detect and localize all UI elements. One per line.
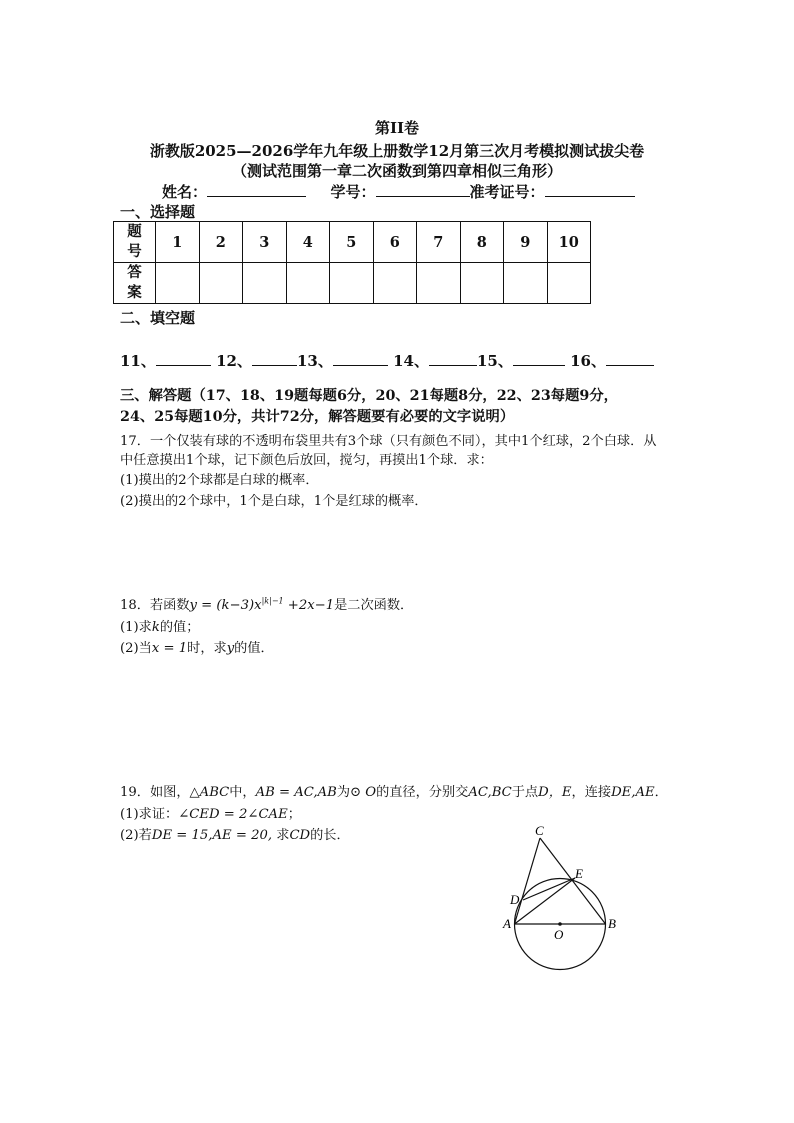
table-row — [114, 263, 591, 304]
question-number: 5 — [330, 222, 374, 263]
q19-part1: (1)求证：∠CED = 2∠CAE； — [120, 807, 301, 822]
geometry-figure — [500, 820, 630, 975]
q18-function: y = (k−3)x — [189, 598, 262, 613]
blank-field[interactable] — [252, 365, 297, 366]
answer-cell[interactable] — [243, 263, 287, 304]
point-label-b: B — [608, 916, 616, 931]
blank-label: 14、 — [393, 352, 429, 370]
blank-field[interactable] — [606, 365, 654, 366]
blank-label: 16、 — [570, 352, 606, 370]
segment-ae — [515, 878, 576, 924]
answer-cell[interactable] — [460, 263, 504, 304]
answer-table — [113, 221, 591, 304]
q18-part2: (2)当x = 1时，求y的值． — [120, 641, 274, 656]
q17-part1: (1)摸出的2个球都是白球的概率． — [120, 473, 319, 488]
q19-part2: (2)若DE = 15,AE = 20, 求CD的长． — [120, 828, 350, 843]
student-id-label: 学号： — [330, 183, 376, 201]
name-label: 姓名： — [162, 183, 208, 201]
exam-title: 浙教版2025—2026学年九年级上册数学12月第三次月考模拟测试拔尖卷 — [149, 142, 645, 160]
center-point — [558, 922, 562, 926]
fill-blank-row — [120, 350, 654, 371]
q17-text-line2: 中任意摸出1个球，记下颜色后放回，搅匀，再摸出1个球．求： — [120, 453, 493, 468]
answer-cell[interactable] — [330, 263, 374, 304]
point-label-c: C — [535, 823, 544, 838]
section-title-solve-cont: 24、25每题10分，共计72分，解答题要有必要的文字说明） — [120, 409, 515, 425]
row-header-answer: 答 案 — [114, 263, 156, 304]
q18-part1: (1)求k的值； — [120, 620, 200, 635]
question-number: 9 — [504, 222, 548, 263]
point-label-e: E — [575, 866, 583, 881]
q17-text-line1: 17．一个仅装有球的不透明布袋里共有3个球（只有颜色不同），其中1个红球，2个白球．从 — [120, 434, 657, 449]
question-number: 4 — [286, 222, 330, 263]
blank-field[interactable] — [333, 365, 388, 366]
exam-no-label: 准考证号： — [469, 183, 545, 201]
table-row — [114, 222, 591, 263]
answer-cell[interactable] — [199, 263, 243, 304]
answer-cell[interactable] — [286, 263, 330, 304]
blank-label: 11、 — [120, 352, 156, 370]
answer-cell[interactable] — [504, 263, 548, 304]
question-number: 10 — [547, 222, 591, 263]
volume-title: 第II卷 — [374, 119, 420, 137]
blank-label: 12、 — [216, 352, 252, 370]
section-title-choice: 一、选择题 — [120, 203, 196, 221]
answer-cell[interactable] — [547, 263, 591, 304]
blank-field[interactable] — [513, 365, 565, 366]
row-header-number: 题 号 — [114, 222, 156, 263]
question-number: 6 — [373, 222, 417, 263]
blank-label: 13、 — [296, 352, 333, 370]
name-field[interactable] — [207, 196, 306, 197]
segment-ac — [515, 838, 541, 924]
q18-exponent: |k|−1 — [261, 596, 284, 606]
point-label-o: O — [554, 927, 564, 942]
question-number: 3 — [243, 222, 287, 263]
section-title-fill: 二、填空题 — [120, 309, 196, 327]
section-title-solve: 三、解答题（17、18、19题每题6分，20、21每题8分，22、23每题9分， — [120, 388, 618, 404]
question-number: 8 — [460, 222, 504, 263]
student-info-row — [162, 181, 635, 202]
q18-text: 18．若函数$y = (k-3)x^{|k|-1} +2x-1$是二次函数． — [120, 596, 414, 613]
answer-cell[interactable] — [156, 263, 200, 304]
question-number: 7 — [417, 222, 461, 263]
blank-field[interactable] — [429, 365, 477, 366]
exam-scope: （测试范围第一章二次函数到第四章相似三角形） — [231, 162, 562, 180]
q17-part2: (2)摸出的2个球中，1个是白球，1个是红球的概率． — [120, 494, 428, 509]
point-label-a: A — [503, 916, 511, 931]
point-label-d: D — [510, 892, 520, 907]
blank-label: 15、 — [476, 352, 513, 370]
answer-cell[interactable] — [417, 263, 461, 304]
blank-field[interactable] — [156, 365, 211, 366]
segment-bc — [540, 838, 606, 924]
question-number: 1 — [156, 222, 200, 263]
student-id-field[interactable] — [376, 196, 470, 197]
question-number: 2 — [199, 222, 243, 263]
exam-no-field[interactable] — [545, 196, 635, 197]
answer-cell[interactable] — [373, 263, 417, 304]
q19-text: 19．如图，△ABC中，AB = AC,AB为⊙ O的直径，分别交AC,BC于点D，E，连接DE,AE． — [120, 785, 668, 800]
